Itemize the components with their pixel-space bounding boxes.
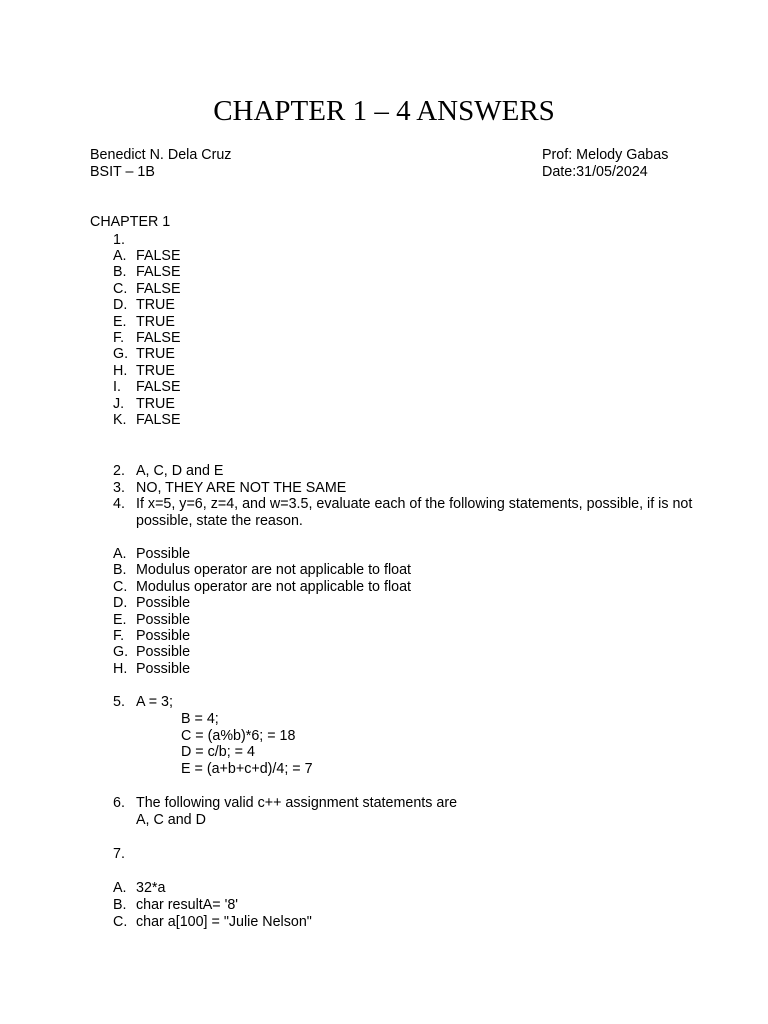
question-4-answer-item-text: Possible xyxy=(136,611,191,628)
question-1-answer-item-text: TRUE xyxy=(136,297,175,314)
question-7-answer-item-marker: A. xyxy=(113,880,127,896)
student-name: Benedict N. Dela Cruz xyxy=(90,147,232,163)
question-2-answer: A, C, D and E xyxy=(136,463,224,479)
question-1-marker: 1. xyxy=(113,232,125,248)
question-1-answer-item-text: TRUE xyxy=(136,313,175,330)
question-1-answer-item-text: FALSE xyxy=(136,264,181,281)
document-date: Date:31/05/2024 xyxy=(542,164,648,180)
question-1-answer-item-marker: C. xyxy=(113,280,128,297)
question-1-answer-item-text: FALSE xyxy=(136,280,181,297)
question-5-line: B = 4; xyxy=(181,711,219,727)
question-1-answer-item-marker: H. xyxy=(113,362,128,379)
question-1-answer-item xyxy=(0,396,768,413)
question-5-line: E = (a+b+c+d)/4; = 7 xyxy=(181,760,313,777)
question-6-text-line-1: The following valid c++ assignment statements are xyxy=(136,795,458,811)
question-1-answer-item xyxy=(0,346,768,363)
question-4-text-line-2: possible, state the reason. xyxy=(136,512,303,529)
question-4-answer-item-marker: A. xyxy=(113,546,127,562)
question-6 xyxy=(0,795,768,829)
question-1-answer-item-text: FALSE xyxy=(136,248,181,264)
question-4-answer-item-text: Possible xyxy=(136,546,191,562)
chapter-heading: CHAPTER 1 xyxy=(90,214,171,230)
question-3-answer: NO, THEY ARE NOT THE SAME xyxy=(136,480,347,496)
question-4-answer-item-marker: B. xyxy=(113,562,127,579)
professor-name: Prof: Melody Gabas xyxy=(542,147,669,163)
question-7-answer-item-text: char a[100] = "Julie Nelson" xyxy=(136,913,312,930)
question-7-marker: 7. xyxy=(113,846,125,862)
question-2 xyxy=(0,463,768,480)
question-6-marker: 6. xyxy=(113,795,125,811)
question-1-answer-item xyxy=(0,330,768,347)
question-1-answer-item-marker: F. xyxy=(113,330,125,346)
question-1-answer-item xyxy=(0,363,768,380)
question-4-answer-item xyxy=(0,644,768,661)
question-4-answer-item xyxy=(0,595,768,612)
question-4-answer-item xyxy=(0,612,768,629)
question-7-answer-item-marker: C. xyxy=(113,913,128,930)
question-4-answer-item xyxy=(0,562,768,579)
question-1-answer-item-marker: A. xyxy=(113,248,127,264)
question-1-answer-item-text: FALSE xyxy=(136,412,181,428)
question-1-answer-item xyxy=(0,248,768,265)
question-4-answer-item xyxy=(0,661,768,678)
question-4-answer-item-marker: G. xyxy=(113,644,129,661)
question-1-answer-item-text: TRUE xyxy=(136,362,175,379)
question-1-answer-item xyxy=(0,314,768,331)
question-4-answer-item-text: Possible xyxy=(136,660,191,677)
question-7-answer-item xyxy=(0,880,768,897)
question-5-marker: 5. xyxy=(113,694,125,710)
question-1-answer-item-marker: B. xyxy=(113,264,127,281)
question-6-text-line-2: A, C and D xyxy=(136,811,206,828)
question-7-answer-item-marker: B. xyxy=(113,896,127,913)
question-1-answer-item-text: TRUE xyxy=(136,395,175,412)
question-1-answer-item-text: FALSE xyxy=(136,379,181,396)
question-1-answer-item xyxy=(0,379,768,396)
question-4-answer-item xyxy=(0,579,768,596)
question-1-answer-item xyxy=(0,264,768,281)
question-4-answer-item-marker: C. xyxy=(113,578,128,595)
question-7-answer-item xyxy=(0,914,768,931)
question-5-line: D = c/b; = 4 xyxy=(181,744,255,761)
question-4-answer-item-text: Possible xyxy=(136,595,191,612)
question-5 xyxy=(0,694,768,711)
question-1-answer-item xyxy=(0,281,768,298)
question-5-line: C = (a%b)*6; = 18 xyxy=(181,727,296,744)
question-1-answer-item xyxy=(0,297,768,314)
question-4-answer-item-marker: D. xyxy=(113,595,128,612)
question-3-marker: 3. xyxy=(113,480,125,496)
question-1-answer-item xyxy=(0,412,768,429)
question-1-answer-item-marker: D. xyxy=(113,297,128,314)
question-3 xyxy=(0,480,768,497)
question-4-answer-item-text: Modulus operator are not applicable to float xyxy=(136,578,411,595)
question-5-first-line: A = 3; xyxy=(136,694,173,710)
question-4-answer-item-text: Possible xyxy=(136,628,191,644)
question-4-answer-item-marker: E. xyxy=(113,611,127,628)
question-7-answer-item xyxy=(0,897,768,914)
question-4-marker: 4. xyxy=(113,496,125,512)
question-4 xyxy=(0,496,768,530)
question-7-answer-item-text: char resultA= '8' xyxy=(136,896,239,913)
question-4-answer-item-text: Possible xyxy=(136,644,191,661)
question-1-answer-item-marker: K. xyxy=(113,412,127,428)
question-2-marker: 2. xyxy=(113,463,125,479)
document-title: CHAPTER 1 – 4 ANSWERS xyxy=(213,95,555,127)
question-1-answer-item-text: TRUE xyxy=(136,346,175,363)
question-4-answer-item xyxy=(0,628,768,645)
question-1-answer-item-marker: E. xyxy=(113,313,127,330)
question-1-answer-item-marker: G. xyxy=(113,346,129,363)
question-1-answer-item-marker: I. xyxy=(113,379,121,396)
question-1-answer-item-text: FALSE xyxy=(136,330,181,346)
question-4-answer-item-marker: F. xyxy=(113,628,125,644)
question-4-text-line-1: If x=5, y=6, z=4, and w=3.5, evaluate each of the following statements, possible, if is not xyxy=(136,496,693,512)
question-4-answer-item xyxy=(0,546,768,563)
question-1-answer-item-marker: J. xyxy=(113,395,125,412)
question-4-answer-item-text: Modulus operator are not applicable to float xyxy=(136,562,411,579)
student-section: BSIT – 1B xyxy=(90,164,155,180)
question-7-answer-item-text: 32*a xyxy=(136,880,166,896)
question-4-answer-item-marker: H. xyxy=(113,660,128,677)
